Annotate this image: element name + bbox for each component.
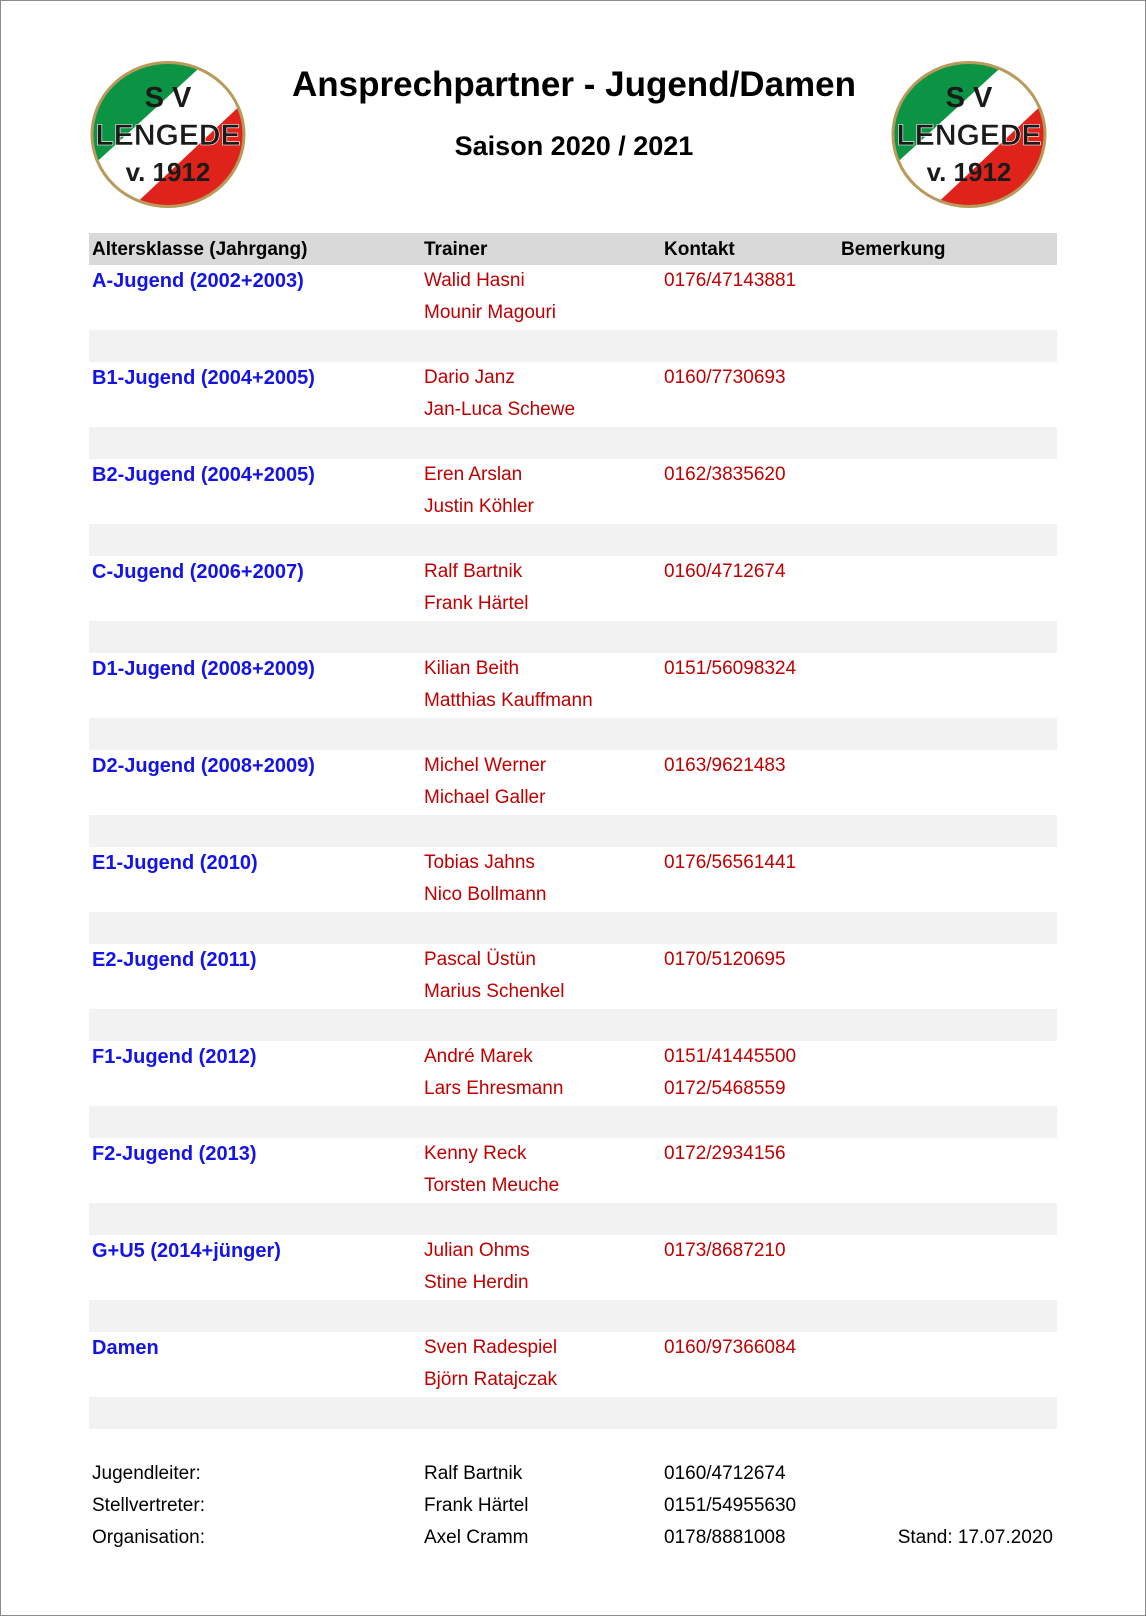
contact-phone: 0172/5468559 (664, 1078, 786, 1099)
table-row-group (89, 1041, 1057, 1138)
contact-phone: 0162/3835620 (664, 464, 786, 485)
footer-name: Frank Härtel (424, 1495, 529, 1516)
age-group-label: B1-Jugend (2004+2005) (92, 367, 315, 389)
row-separator (89, 1009, 1057, 1041)
footer-phone: 0151/54955630 (664, 1495, 797, 1516)
contact-phone: 0160/97366084 (664, 1337, 797, 1358)
trainer-name: Pascal Üstün (424, 949, 536, 970)
trainer-name: Eren Arslan (424, 464, 523, 485)
age-group-label: D2-Jugend (2008+2009) (92, 755, 315, 777)
table-row-group (89, 362, 1057, 459)
trainer-name: Torsten Meuche (424, 1175, 560, 1196)
table-row-group (89, 265, 1057, 362)
contact-phone: 0163/9621483 (664, 755, 786, 776)
row-separator (89, 1397, 1057, 1429)
age-group-label: F1-Jugend (2012) (92, 1046, 257, 1068)
age-group-label: C-Jugend (2006+2007) (92, 561, 304, 583)
table-row-group (89, 750, 1057, 847)
row-separator (89, 1300, 1057, 1332)
row-separator (89, 1106, 1057, 1138)
trainer-name: André Marek (424, 1046, 533, 1067)
trainer-name: Kilian Beith (424, 658, 520, 679)
footer-name: Ralf Bartnik (424, 1463, 523, 1484)
logo-text-sv: S V (945, 82, 993, 114)
trainer-name: Sven Radespiel (424, 1337, 558, 1358)
last-updated: Stand: 17.07.2020 (897, 1527, 1053, 1548)
row-separator (89, 1203, 1057, 1235)
column-header-age: Altersklasse (Jahrgang) (92, 239, 308, 260)
table-row-group (89, 653, 1057, 750)
trainer-name: Lars Ehresmann (424, 1078, 564, 1099)
contact-phone: 0176/47143881 (664, 270, 797, 291)
row-separator (89, 718, 1057, 750)
footer-role: Jugendleiter: (92, 1463, 201, 1484)
trainer-name: Matthias Kauffmann (424, 690, 593, 711)
row-separator (89, 621, 1057, 653)
contact-phone: 0151/41445500 (664, 1046, 797, 1067)
trainer-name: Kenny Reck (424, 1143, 527, 1164)
contacts-table (89, 233, 1057, 1429)
age-group-label: E1-Jugend (2010) (92, 852, 258, 874)
logo-text-club: LENGEDE (896, 119, 1042, 152)
footer-role: Stellvertreter: (92, 1495, 205, 1516)
trainer-name: Michel Werner (424, 755, 547, 776)
footer-role: Organisation: (92, 1527, 206, 1548)
age-group-label: D1-Jugend (2008+2009) (92, 658, 315, 680)
trainer-name: Mounir Magouri (424, 302, 556, 323)
table-row-group (89, 944, 1057, 1041)
trainer-name: Nico Bollmann (424, 884, 547, 905)
age-group-label: G+U5 (2014+jünger) (92, 1240, 281, 1262)
trainer-name: Tobias Jahns (424, 852, 535, 873)
column-header-remark: Bemerkung (841, 239, 946, 260)
row-separator (89, 427, 1057, 459)
age-group-label: F2-Jugend (2013) (92, 1143, 257, 1165)
footer-name: Axel Cramm (424, 1527, 529, 1548)
column-header-trainer: Trainer (424, 239, 488, 260)
contact-phone: 0160/7730693 (664, 367, 786, 388)
row-separator (89, 815, 1057, 847)
table-row-group (89, 1235, 1057, 1332)
table-row-group (89, 556, 1057, 653)
column-header-contact: Kontakt (664, 239, 735, 260)
trainer-name: Jan-Luca Schewe (424, 399, 576, 420)
row-separator (89, 524, 1057, 556)
contact-phone: 0176/56561441 (664, 852, 797, 873)
table-header (89, 233, 1057, 265)
contact-phone: 0172/2934156 (664, 1143, 786, 1164)
contact-phone: 0170/5120695 (664, 949, 786, 970)
row-separator (89, 912, 1057, 944)
age-group-label: A-Jugend (2002+2003) (92, 270, 304, 292)
trainer-name: Ralf Bartnik (424, 561, 523, 582)
row-separator (89, 330, 1057, 362)
season-subtitle: Saison 2020 / 2021 (454, 131, 694, 161)
table-row-group (89, 847, 1057, 944)
trainer-name: Björn Ratajczak (424, 1369, 558, 1390)
footer-phone: 0178/8881008 (664, 1527, 786, 1548)
contact-phone: 0173/8687210 (664, 1240, 786, 1261)
trainer-name: Stine Herdin (424, 1272, 529, 1293)
logo-text-club: LENGEDE (95, 119, 241, 152)
trainer-name: Justin Köhler (424, 496, 534, 517)
footer-row (89, 1458, 1057, 1490)
logo-text-sv: S V (144, 82, 192, 114)
footer-phone: 0160/4712674 (664, 1463, 786, 1484)
contact-phone: 0160/4712674 (664, 561, 786, 582)
trainer-name: Marius Schenkel (424, 981, 565, 1002)
trainer-name: Dario Janz (424, 367, 515, 388)
footer-contacts (89, 1458, 1057, 1554)
logo-text-year: v. 1912 (926, 157, 1012, 187)
age-group-label: Damen (92, 1337, 159, 1359)
contact-phone: 0151/56098324 (664, 658, 797, 679)
trainer-name: Michael Galler (424, 787, 546, 808)
table-row-group (89, 459, 1057, 556)
age-group-label: E2-Jugend (2011) (92, 949, 257, 971)
trainer-name: Frank Härtel (424, 593, 529, 614)
table-row-group (89, 1332, 1057, 1429)
page-title: Ansprechpartner - Jugend/Damen (292, 65, 856, 104)
trainer-name: Julian Ohms (424, 1240, 530, 1261)
age-group-label: B2-Jugend (2004+2005) (92, 464, 315, 486)
logo-text-year: v. 1912 (125, 157, 211, 187)
table-body (89, 265, 1057, 1429)
table-row-group (89, 1138, 1057, 1235)
footer-row (89, 1490, 1057, 1522)
trainer-name: Walid Hasni (424, 270, 525, 291)
